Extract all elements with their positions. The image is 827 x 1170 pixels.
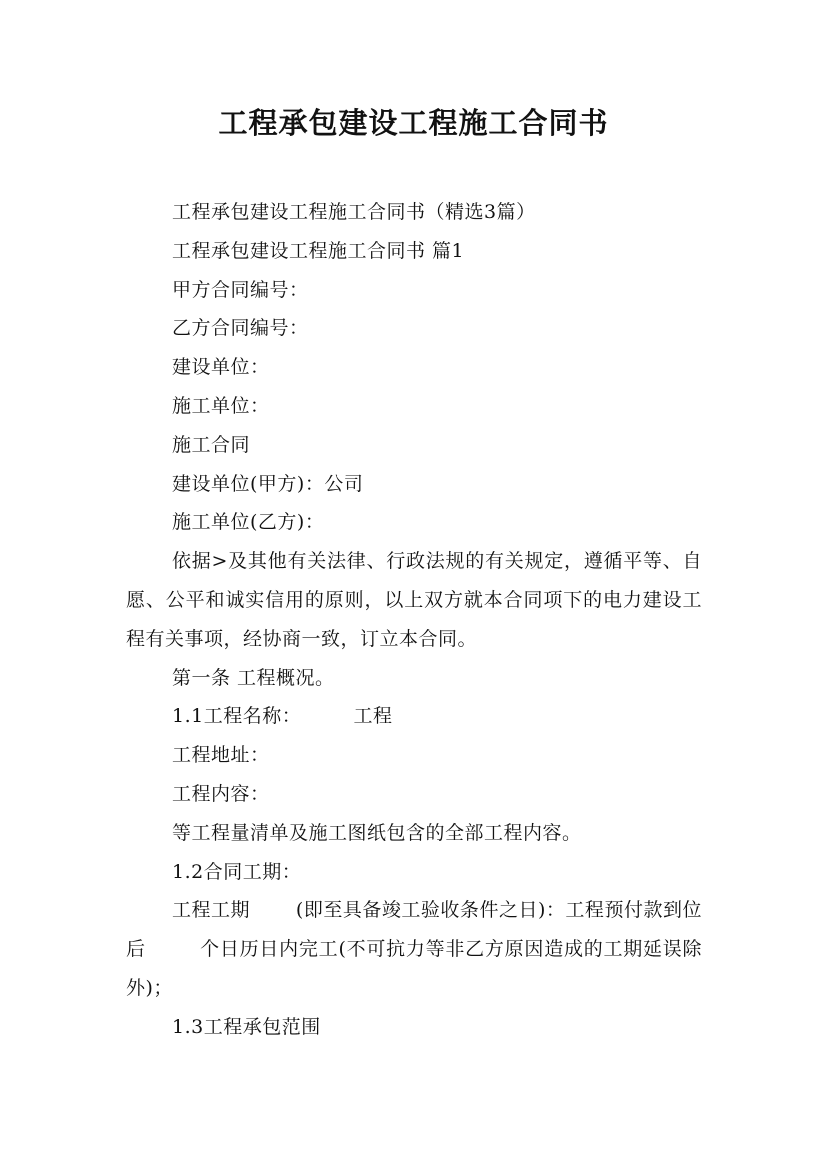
paragraph-article-one: 第一条 工程概况。: [172, 666, 335, 689]
paragraph-project-content: 工程内容：: [172, 782, 270, 805]
paragraph-scope-heading: 1.3工程承包范围: [172, 1015, 321, 1038]
paragraph-construction-unit: 建设单位：: [172, 356, 270, 379]
paragraph-project-address: 工程地址：: [172, 744, 270, 767]
document-title: 工程承包建设工程施工合同书: [218, 106, 609, 140]
paragraph-contract-heading: 施工合同: [172, 433, 251, 456]
paragraph-project-name: 1.1工程名称： 工程: [172, 705, 393, 728]
paragraph-party-a-contract-no: 甲方合同编号：: [172, 278, 309, 301]
paragraph-party-a: 建设单位(甲方)：公司: [172, 472, 364, 495]
paragraph-contract-period: 1.2合同工期：: [172, 860, 302, 883]
paragraph-builder-unit: 施工单位：: [172, 394, 270, 417]
paragraph-basis: 依据>及其他有关法律、行政法规的有关规定，遵循平等、自愿、公平和诚实信用的原则，以上双方就本合同项下的电力建设工程有关事项，经协商一致，订立本合同。: [126, 550, 702, 650]
paragraph-collection-title: 工程承包建设工程施工合同书（精选3篇）: [172, 201, 536, 223]
paragraph-party-b-contract-no: 乙方合同编号：: [172, 317, 309, 340]
paragraph-scope-content: 等工程量清单及施工图纸包含的全部工程内容。: [172, 821, 582, 844]
document-body: [126, 193, 702, 1047]
paragraph-party-b: 施工单位(乙方)：: [172, 511, 325, 534]
paragraph-period-detail: 工程工期 (即至具备竣工验收条件之日)：工程预付款到位后 个日历日内完工(不可抗力等非乙方原因造成的工期延误除外)；: [126, 899, 702, 999]
paragraph-section-heading: 工程承包建设工程施工合同书 篇1: [172, 239, 465, 262]
